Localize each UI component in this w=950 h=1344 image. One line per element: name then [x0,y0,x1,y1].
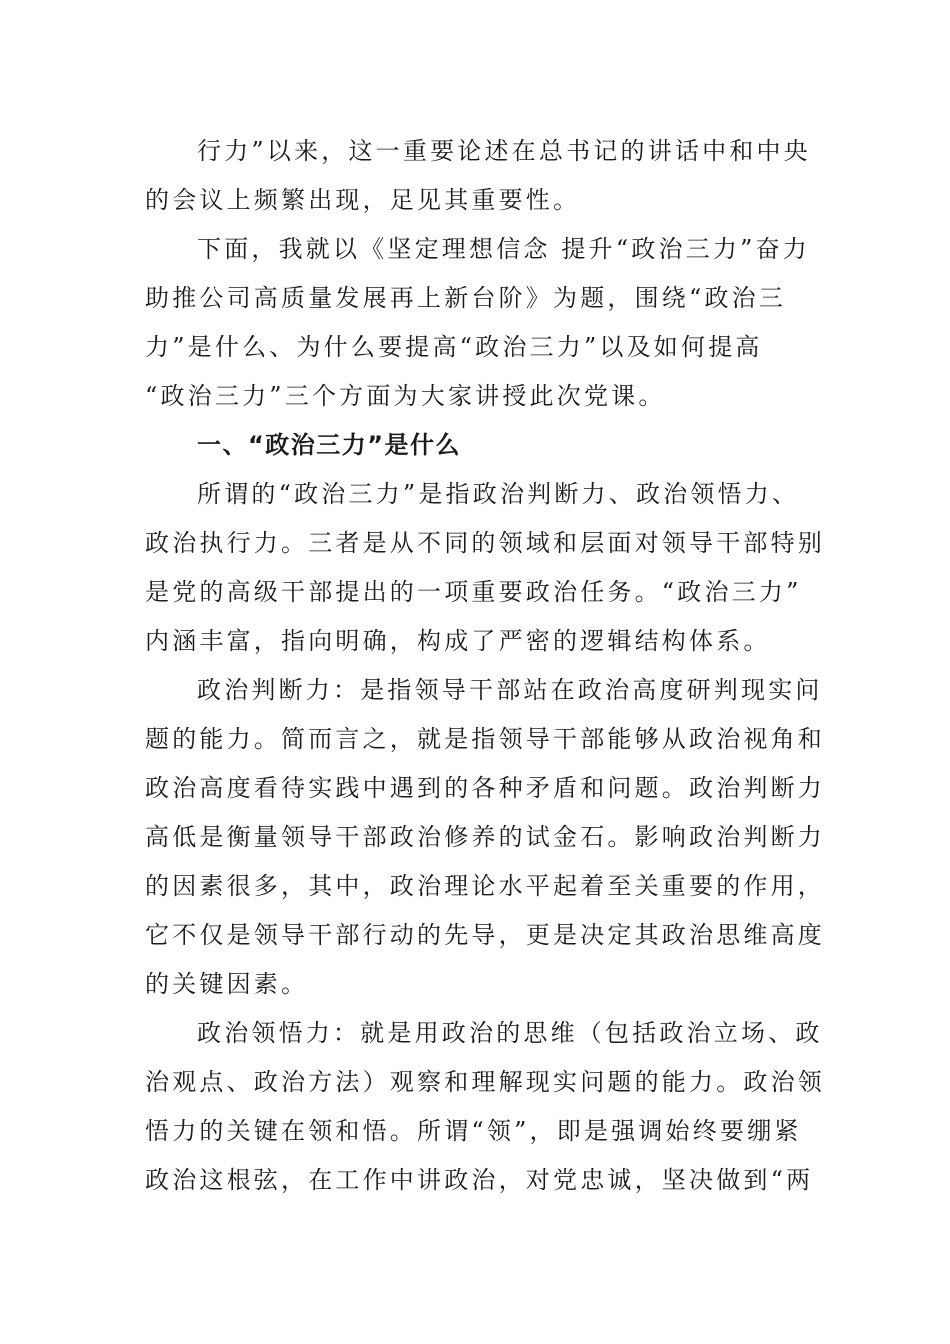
text-line: 是党的高级干部提出的一项重要政治任务。“政治三力” [145,578,802,606]
text-line: 它不仅是领导干部行动的先导，更是决定其政治思维高度 [145,921,825,949]
text-line: 的关键因素。 [145,970,309,998]
text-line: 政治执行力。三者是从不同的领域和层面对领导干部特别 [145,529,825,557]
paragraph-intro [145,225,810,421]
paragraph-definition [145,470,825,666]
text-line: 政治判断力：是指领导干部站在政治高度研判现实问 [197,676,823,704]
paragraph-political-comprehension [145,1009,825,1205]
text-line: 所谓的“政治三力”是指政治判断力、政治领悟力、 [197,480,800,508]
text-line: 政治领悟力：就是用政治的思维（包括政治立场、政 [197,1019,823,1047]
text-line: 下面，我就以《坚定理想信念 提升“政治三力”奋力 [197,235,810,263]
text-line: 助推公司高质量发展再上新台阶》为题，围绕“政治三 [145,284,787,312]
text-line: 的会议上频繁出现，足见其重要性。 [145,186,581,214]
document-body [145,127,825,1205]
text-line: “政治三力”三个方面为大家讲授此次党课。 [145,382,666,410]
text-line: 政治这根弦，在工作中讲政治，对党忠诚，坚决做到“两 [145,1166,814,1194]
text-line: 政治高度看待实践中遇到的各种矛盾和问题。政治判断力 [145,774,825,802]
text-line: 悟力的关键在领和悟。所谓“领”，即是强调始终要绷紧 [145,1117,802,1145]
text-line: 内涵丰富，指向明确，构成了严密的逻辑结构体系。 [145,627,771,655]
text-line: 的因素很多，其中，政治理论水平起着至关重要的作用， [145,872,825,900]
section-heading [145,421,810,470]
section-heading-text: 一、“政治三力”是什么 [197,431,462,459]
paragraph-continuation [145,127,810,225]
text-line: 题的能力。简而言之，就是指领导干部能够从政治视角和 [145,725,825,753]
text-line: 行力”以来，这一重要论述在总书记的讲话中和中央 [197,137,811,165]
paragraph-political-judgment [145,666,825,1009]
text-line: 力”是什么、为什么要提高“政治三力”以及如何提高 [145,333,763,361]
text-line: 治观点、政治方法）观察和理解现实问题的能力。政治领 [145,1068,825,1096]
text-line: 高低是衡量领导干部政治修养的试金石。影响政治判断力 [145,823,825,851]
